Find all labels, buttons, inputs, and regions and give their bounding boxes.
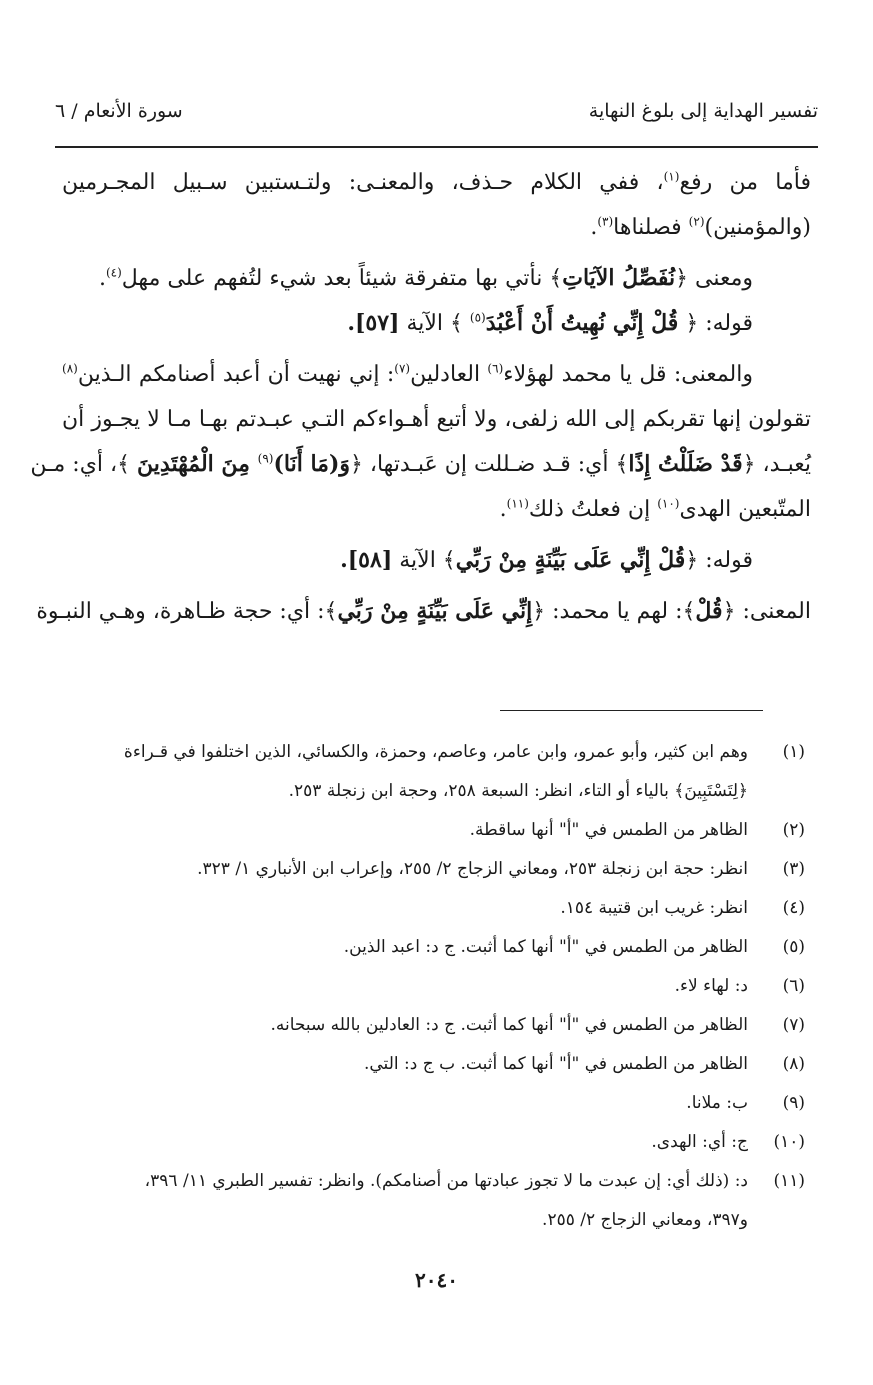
footnote-item xyxy=(62,889,813,928)
footnote-ref: (٦) xyxy=(487,361,504,376)
footnote-ref: (٤) xyxy=(105,265,122,280)
quran-verse: إِنِّي عَلَى بَيِّنَةٍ مِنْ رَبِّي xyxy=(337,598,533,624)
text-line: (والمؤمنين)$^{(٢)}$ فصلناها$^{(٣)}$. xyxy=(590,214,811,240)
footnote-item xyxy=(62,1162,813,1240)
footnote-text: ج: أي: الهدى. xyxy=(651,1132,748,1152)
footnote-item xyxy=(62,850,813,889)
footnote-divider xyxy=(500,710,763,711)
footnote-ref: (١٠) xyxy=(657,496,680,511)
footnote-text: الظاهر من الطمس في "أ" أنها كما أثبت. ج د: العادلين بالله سبحانه. xyxy=(270,1015,748,1035)
footnote-number: (١) xyxy=(782,742,805,762)
quran-verse: مِنَ الْمُهْتَدِينَ xyxy=(137,451,258,477)
footnote-number: (١١) xyxy=(773,1171,805,1191)
footnote-number: (٣) xyxy=(782,859,805,879)
footnote-item xyxy=(62,1045,813,1084)
quran-verse: قُلْ إِنِّي نُهِيتُ أَنْ أَعْبُدَ xyxy=(485,310,679,336)
footnote-item xyxy=(62,1084,813,1123)
text-line: والمعنى: قل يا محمد لهؤلاء$^{(٦)}$ العادلين$^{(٧)}$: إني نهيت أن أعبد أصنامكم الـذين$^{(٨)}$ xyxy=(62,361,753,387)
text-line: فأما من رفع$^{(١)}$، ففي الكلام حـذف، والمعنـى: ولتـستبين سـبيل المجـرمين xyxy=(62,169,812,195)
quran-verse: قَدْ ضَلَلْتُ إِذًا xyxy=(628,451,743,477)
footnote-ref: (١١) xyxy=(506,496,529,511)
footnote-text: الظاهر من الطمس في "أ" أنها كما أثبت. ج د: اعبد الذين. xyxy=(343,937,748,957)
surah-page-label: سورة الأنعام / ٦ xyxy=(55,100,183,122)
quran-verse: وَ(مَا أَنَا) xyxy=(273,451,350,477)
text-line: تقولون إنها تقربكم إلى الله زلفى، ولا أتبع أهـواءكم التـي عبـدتم بهـا مـا لا يجـوز أن xyxy=(62,407,811,432)
footnote-number: (٥) xyxy=(782,937,805,957)
text-line: يُعبـد، ﴿قَدْ ضَلَلْتُ إِذًا﴾ أي: قـد ضـللت إن عَبـدتها، ﴿وَ(مَا أَنَا)$^{(٩)}$ مِنَ الْمُهْتَدِينَ ﴾، أي: مـن xyxy=(30,451,811,477)
footnote-text: الظاهر من الطمس في "أ" أنها كما أثبت. ب ج د: التي. xyxy=(363,1054,748,1074)
verse-number: [٥٧]. xyxy=(347,310,400,336)
footnote-item xyxy=(62,928,813,967)
footnote-number: (٤) xyxy=(782,898,805,918)
footnote-number: (٧) xyxy=(782,1015,805,1035)
running-header xyxy=(55,100,818,140)
page-number: ٢٠٤٠ xyxy=(415,1268,458,1292)
footnote-number: (٨) xyxy=(782,1054,805,1074)
main-text xyxy=(30,160,812,634)
text-line: المتّبعين الهدى$^{(١٠)}$ إن فعلتُ ذلك$^{(١١)}$. xyxy=(499,496,811,522)
footnote-ref: (٥) xyxy=(469,310,486,325)
footnote-item xyxy=(62,733,813,811)
footnote-item xyxy=(62,1006,813,1045)
footnote-ref: (٨) xyxy=(62,361,78,376)
footnote-item xyxy=(62,1123,813,1162)
footnote-text: ﴿لِتَسْتَبِينَ﴾ بالياء أو التاء، انظر: السبعة ٢٥٨، وحجة ابن زنجلة ٢٥٣. xyxy=(288,781,748,801)
footnote-item xyxy=(62,967,813,1006)
footnote-ref: (١) xyxy=(663,169,680,184)
text-line: ومعنى ﴿نُفَصِّلُ الآيَاتِ﴾ نأتي بها متفرقة شيئاً بعد شيء لتُفهم على مهل$^{(٤)}$. xyxy=(98,265,753,291)
footnote-ref: (٩) xyxy=(257,451,274,466)
text-line: قوله: ﴿قُلْ إِنِّي عَلَى بَيِّنَةٍ مِنْ رَبِّي﴾ الآية [٥٨]. xyxy=(340,547,753,573)
footnote-number: (٢) xyxy=(782,820,805,840)
header-divider xyxy=(55,146,818,148)
quran-verse: نُفَصِّلُ الآيَاتِ xyxy=(562,265,676,291)
footnote-number: (٩) xyxy=(782,1093,805,1113)
footnote-text: ب: ملانا. xyxy=(686,1093,748,1113)
text-line: قوله: ﴿ قُلْ إِنِّي نُهِيتُ أَنْ أَعْبُدَ$^{(٥)}$ ﴾ الآية [٥٧]. xyxy=(347,310,753,336)
footnote-text: و٣٩٧، ومعاني الزجاج ٢/ ٢٥٥. xyxy=(542,1210,748,1230)
quran-verse: قُلْ xyxy=(695,598,723,624)
footnote-number: (١٠) xyxy=(773,1132,805,1152)
text-line: المعنى: ﴿قُلْ﴾: لهم يا محمد: ﴿إِنِّي عَلَى بَيِّنَةٍ مِنْ رَبِّي﴾: أي: حجة ظـاهرة، وهـي النبـوة xyxy=(36,598,811,624)
footnote-ref: (٣) xyxy=(597,214,614,229)
footnote-text: وهم ابن كثير، وأبو عمرو، وابن عامر، وعاصم، وحمزة، والكسائي، الذين اختلفوا في قـراءة xyxy=(123,742,748,762)
book-title: تفسير الهداية إلى بلوغ النهاية xyxy=(588,100,818,122)
footnote-ref: (٢) xyxy=(688,214,705,229)
footnote-text: د: لهاء لاء. xyxy=(674,976,748,996)
footnotes xyxy=(62,733,813,1240)
footnote-ref: (٧) xyxy=(394,361,411,376)
footnote-item xyxy=(62,811,813,850)
footnote-text: انظر: حجة ابن زنجلة ٢٥٣، ومعاني الزجاج ٢/ ٢٥٥، وإعراب ابن الأنباري ١/ ٣٢٣. xyxy=(197,859,748,879)
footnote-number: (٦) xyxy=(782,976,805,996)
quran-verse: قُلْ إِنِّي عَلَى بَيِّنَةٍ مِنْ رَبِّي xyxy=(455,547,686,573)
footnote-text: انظر: غريب ابن قتيبة ١٥٤. xyxy=(560,898,748,918)
footnote-text: الظاهر من الطمس في "أ" أنها ساقطة. xyxy=(469,820,748,840)
footnote-text: د: (ذلك أي: إن عبدت ما لا تجوز عبادتها من أصنامكم). وانظر: تفسير الطبري ١١/ ٣٩٦، xyxy=(144,1171,748,1191)
verse-number: [٥٨]. xyxy=(340,547,393,573)
